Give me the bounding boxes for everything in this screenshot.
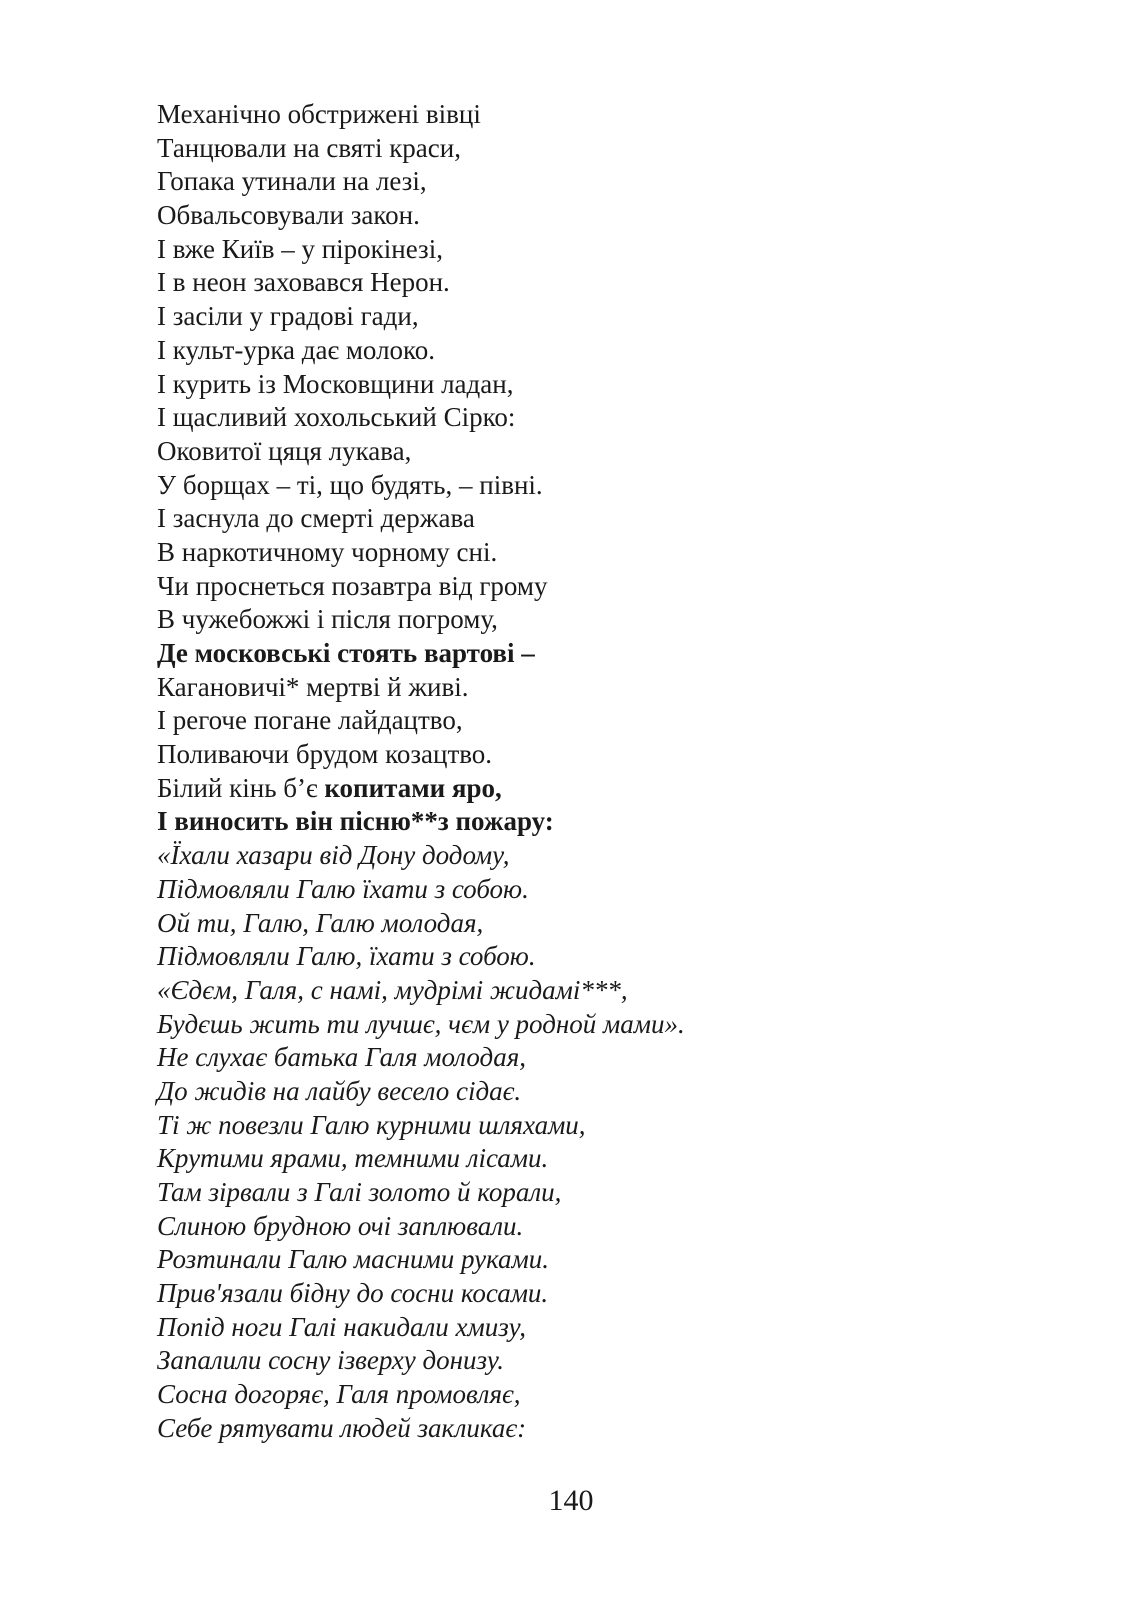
song-line: Сосна догоряє, Галя промовляє, [157,1379,521,1410]
poem-line: Механічно обстрижені вівці [157,99,481,129]
poem-line: І курить із Московщини ладан, [157,368,514,399]
song-line: Ой ти, Галю, Галю молодая, [157,907,484,938]
song-line: До жидів на лайбу весело сідає. [157,1075,522,1106]
poem-line: І заснула до смерті держава [157,503,475,534]
song-line: «Їхали хазари від Дону додому, [157,840,510,871]
page-number: 140 [548,1484,594,1517]
poem-text [157,98,977,1446]
song-line: Підмовляли Галю, їхати з собою. [157,941,536,972]
poem-line: У борщах – ті, що будять, – півні. [157,469,543,500]
poem-line: І щасливий хохольський Сірко: [157,402,516,433]
song-line: Підмовляли Галю їхати з собою. [157,873,529,904]
poem-line: Оковитої цяця лукава, [157,435,412,466]
poem-line: І вже Київ – у пірокінезі, [157,233,443,264]
poem-line: Обвальсовували закон. [157,200,420,231]
poem-line-bold: Де московські стоять вартові – [157,638,535,668]
song-line: Слиною брудною очі заплювали. [157,1210,524,1241]
song-line: Себе рятувати людей закликає: [157,1412,527,1443]
poem-line: В наркотичному чорному сні. [157,536,498,567]
song-line: Розтинали Галю масними руками. [157,1244,550,1275]
poem-line-part: Білий кінь б’є [157,772,325,803]
song-line: Ті ж повезли Галю курними шляхами, [157,1109,586,1140]
poem-line: І засіли у градові гади, [157,301,419,332]
song-line: Не слухає батька Галя молодая, [157,1042,527,1073]
poem-line: Танцювали на святі краси, [157,132,461,163]
poem-line: В чужебожжі і після погрому, [157,604,498,635]
poem-line: І в неон заховався Нерон. [157,267,450,298]
poem-line: Чи проснеться позавтра від грому [157,570,548,601]
poem-line: Кагановичі* мертві й живі. [157,671,469,702]
song-line: Прив'язали бідну до сосни косами. [157,1278,549,1309]
song-line: Крутими ярами, темними лісами. [157,1143,549,1174]
song-line: Будєшь жить ти лучшє, чєм у родной мами». [157,1008,685,1039]
poem-line: Гопака утинали на лезі, [157,166,427,197]
poem-line-mixed [157,772,977,806]
poem-line-bold-part: копитами яро, [324,772,502,803]
song-line: Попід ноги Галі накидали хмизу, [157,1311,526,1342]
poem-line: Поливаючи брудом козацтво. [157,739,493,770]
poem-line-bold: І виносить він пісню**з пожару: [157,806,554,837]
song-line: Там зірвали з Галі золото й корали, [157,1177,562,1207]
poem-line: І культ-урка дає молоко. [157,334,436,365]
song-line: Запалили сосну ізверху донизу. [157,1345,504,1376]
song-line: «Єдєм, Галя, с намі, мудрімі жидамі***, [157,974,628,1005]
poem-line: І регоче погане лайдацтво, [157,705,463,736]
